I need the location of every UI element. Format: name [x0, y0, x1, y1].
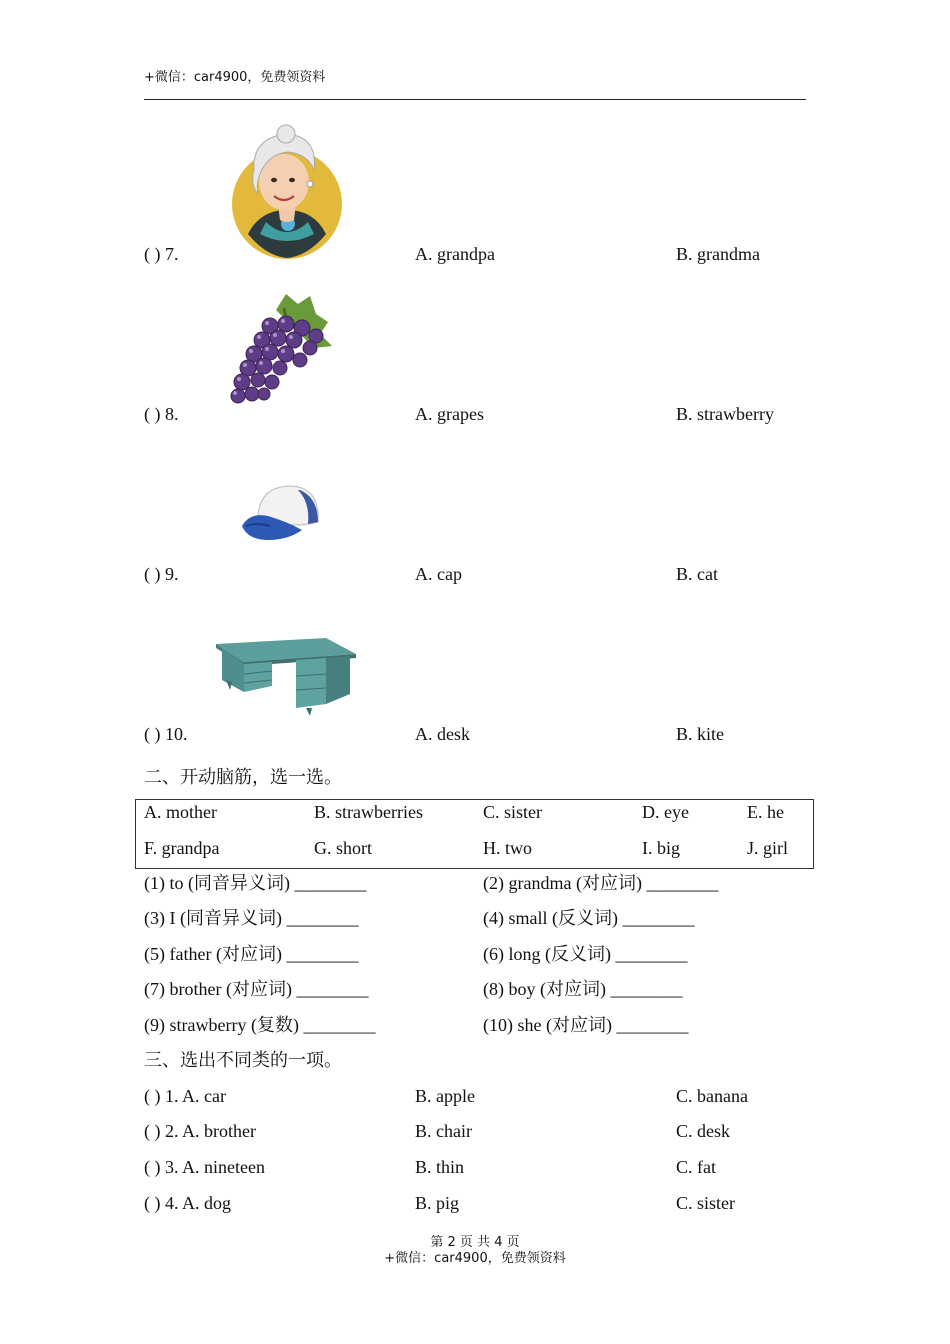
word-bank-item: E. he [747, 802, 784, 822]
fill-item: (3) I (同音异义词) ________ [144, 908, 359, 928]
choice-item: B. pig [415, 1193, 460, 1213]
word-bank-item: G. short [314, 838, 372, 858]
question-8-option-a: A. grapes [415, 404, 484, 424]
question-10-option-b: B. kite [676, 724, 724, 744]
choice-item: C. banana [676, 1086, 748, 1106]
word-bank-item: D. eye [642, 802, 689, 822]
question-7-option-a: A. grandpa [415, 244, 495, 264]
choice-item: ( ) 1. A. car [144, 1086, 226, 1106]
choice-item: B. thin [415, 1157, 465, 1177]
question-9-option-a: A. cap [415, 564, 462, 584]
choice-item: C. fat [676, 1157, 716, 1177]
word-bank-item: F. grandpa [144, 838, 220, 858]
section-3-title: 三、选出不同类的一项。 [144, 1050, 342, 1070]
choice-item: C. desk [676, 1121, 730, 1141]
fill-item: (1) to (同音异义词) ________ [144, 873, 367, 893]
question-9-prefix: ( ) 9. [144, 564, 179, 584]
word-bank-item: A. mother [144, 802, 217, 822]
question-8-option-b: B. strawberry [676, 404, 774, 424]
header-rule [144, 99, 806, 100]
choice-item: ( ) 3. A. nineteen [144, 1157, 265, 1177]
page-number: 第 2 页 共 4 页 [430, 1235, 520, 1250]
fill-item: (6) long (反义词) ________ [483, 944, 688, 964]
fill-item: (4) small (反义词) ________ [483, 908, 695, 928]
fill-item: (8) boy (对应词) ________ [483, 979, 683, 999]
word-bank-item: H. two [483, 838, 532, 858]
fill-item: (7) brother (对应词) ________ [144, 979, 369, 999]
question-7-prefix: ( ) 7. [144, 244, 179, 264]
question-7-option-b: B. grandma [676, 244, 760, 264]
word-bank-item: I. big [642, 838, 680, 858]
header-watermark: +微信：car4900，免费领资料 [144, 70, 326, 85]
choice-item: ( ) 2. A. brother [144, 1121, 256, 1141]
choice-item: B. apple [415, 1086, 475, 1106]
word-bank-item: B. strawberries [314, 802, 423, 822]
question-10-option-a: A. desk [415, 724, 470, 744]
question-10-prefix: ( ) 10. [144, 724, 188, 744]
grapes-image [224, 290, 336, 410]
fill-item: (2) grandma (对应词) ________ [483, 873, 719, 893]
question-8-prefix: ( ) 8. [144, 404, 179, 424]
grandma-image [228, 124, 346, 260]
section-2-title: 二、开动脑筋，选一选。 [144, 767, 342, 787]
cap-image [238, 482, 322, 544]
word-bank-item: J. girl [747, 838, 789, 858]
fill-item: (5) father (对应词) ________ [144, 944, 359, 964]
choice-item: ( ) 4. A. dog [144, 1193, 231, 1213]
question-9-option-b: B. cat [676, 564, 718, 584]
choice-item: B. chair [415, 1121, 472, 1141]
word-bank-box [135, 799, 814, 869]
desk-image [214, 636, 358, 718]
footer-watermark: +微信：car4900，免费领资料 [384, 1251, 566, 1266]
fill-item: (9) strawberry (复数) ________ [144, 1015, 376, 1035]
word-bank-item: C. sister [483, 802, 543, 822]
fill-item: (10) she (对应词) ________ [483, 1015, 689, 1035]
choice-item: C. sister [676, 1193, 736, 1213]
